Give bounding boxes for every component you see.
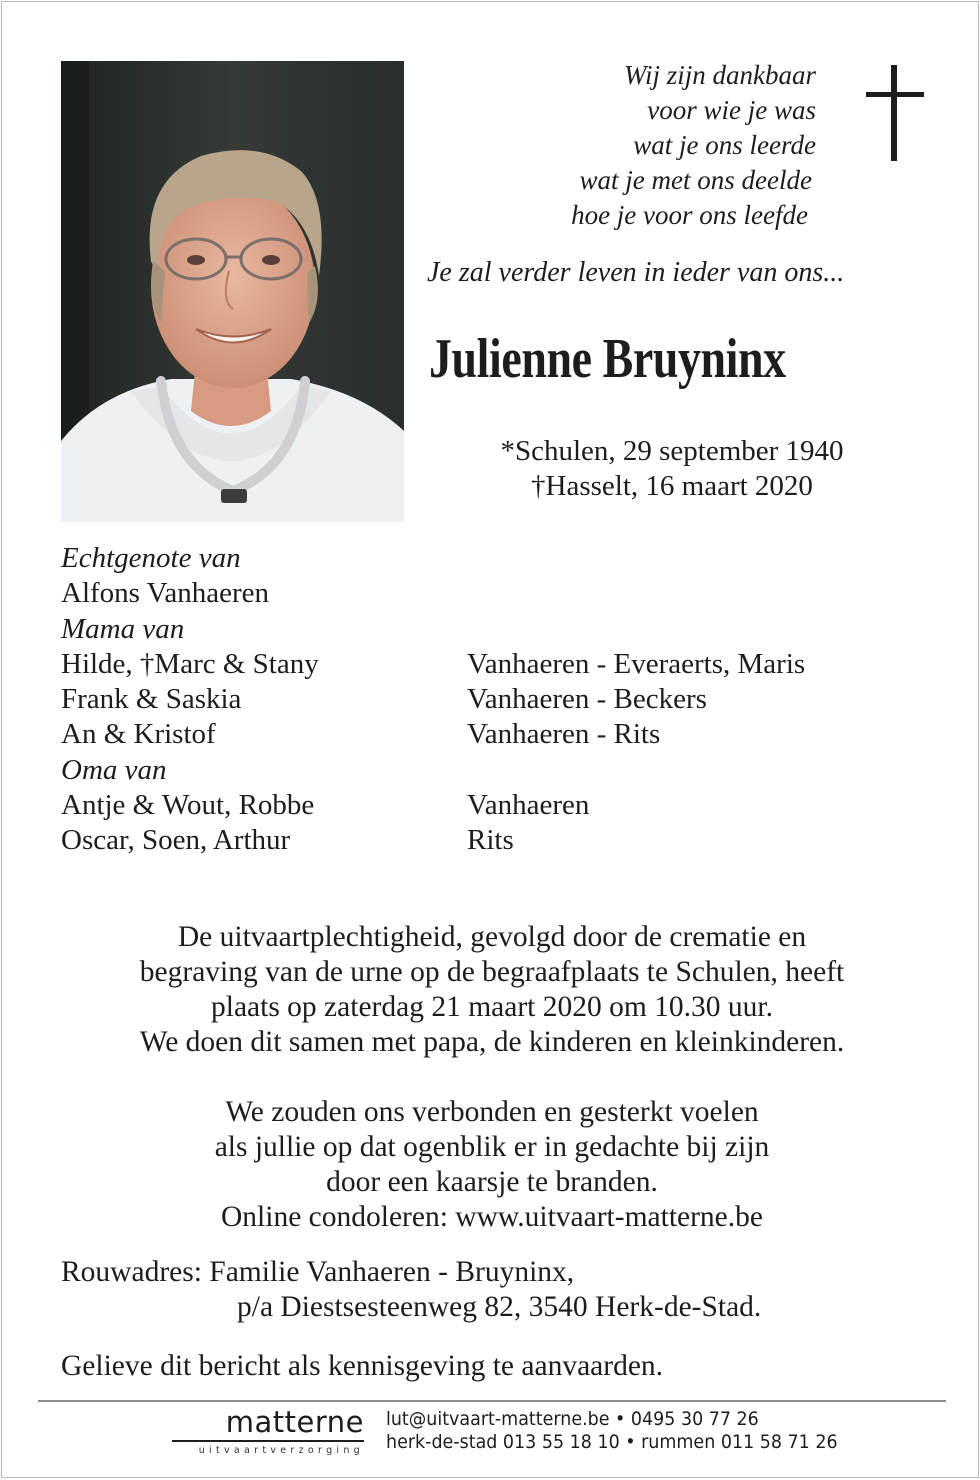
family-row-surnames: Vanhaeren - Everaerts, Maris (467, 647, 806, 680)
condolence-link[interactable]: Online condoleren: www.uitvaart-matterne.be (221, 1201, 763, 1233)
children-label: Mama van (61, 612, 185, 645)
spouse-name: Alfons Vanhaeren (61, 577, 270, 610)
family-row (61, 717, 661, 752)
family-row-names: An & Kristof (61, 718, 216, 751)
logo-tagline: uitvaartverzorging (198, 1444, 364, 1456)
contact-phones[interactable]: herk-de-stad 013 55 18 10 • rummen 011 58 71 26 (386, 1431, 838, 1453)
family-row-names: Oscar, Soen, Arthur (61, 824, 291, 857)
death-notice-card (1, 1, 979, 1478)
request-line: We zouden ons verbonden en gesterkt voelen (225, 1096, 759, 1128)
address-line-1: Rouwadres: Familie Vanhaeren - Bruyninx, (61, 1256, 575, 1288)
poem-line: wat je met ons deelde (579, 165, 812, 195)
logo-wordmark: matterne (225, 1405, 364, 1439)
request-paragraph (32, 1095, 952, 1235)
family-row (61, 682, 707, 717)
family-row-names: Antje & Wout, Robbe (61, 789, 315, 822)
portrait-photo (61, 61, 404, 522)
mourning-address (61, 1255, 761, 1325)
spouse-label: Echtgenote van (61, 542, 241, 574)
family-row (61, 823, 514, 858)
tagline: Je zal verder leven in ieder van ons... (427, 257, 845, 288)
ceremony-paragraph (32, 920, 952, 1060)
ceremony-line: De uitvaartplechtigheid, gevolgd door de crematie en (177, 921, 807, 953)
family-row-surnames: Vanhaeren - Rits (467, 718, 661, 751)
matterne-logo (172, 1405, 364, 1456)
family-row-surnames: Rits (467, 824, 514, 857)
deceased-name: Julienne Bruyninx (429, 328, 786, 390)
poem-line: hoe je voor ons leefde (571, 200, 808, 230)
address-line-2: p/a Diestsesteenweg 82, 3540 Herk-de-Stad. (237, 1291, 762, 1323)
family-row-names: Frank & Saskia (61, 683, 242, 716)
request-line: door een kaarsje te branden. (326, 1166, 658, 1198)
ceremony-line: plaats op zaterdag 21 maart 2020 om 10.30 uur. (211, 991, 773, 1023)
poem-line: voor wie je was (647, 95, 816, 125)
ceremony-line: We doen dit samen met papa, de kinderen en kleinkinderen. (139, 1026, 845, 1058)
poem-line: wat je ons leerde (633, 130, 816, 160)
grandchildren-label: Oma van (61, 753, 167, 786)
life-dates (442, 434, 902, 504)
family-row-surnames: Vanhaeren (467, 789, 590, 822)
family-row (61, 647, 806, 682)
ceremony-line: begraving van de urne op de begraafplaats te Schulen, heeft (139, 956, 845, 988)
contact-info (386, 1408, 838, 1454)
family-list (61, 541, 806, 859)
family-row (61, 788, 590, 823)
cross-icon (866, 65, 924, 161)
death-line: †Hasselt, 16 maart 2020 (531, 470, 813, 502)
notice-text: Gelieve dit bericht als kennisgeving te aanvaarden. (61, 1350, 664, 1382)
family-row-surnames: Vanhaeren - Beckers (467, 683, 707, 716)
contact-email-phone[interactable]: lut@uitvaart-matterne.be • 0495 30 77 26 (386, 1408, 759, 1430)
poem-line: Wij zijn dankbaar (623, 60, 816, 90)
birth-line: *Schulen, 29 september 1940 (500, 435, 844, 467)
logo-underline (172, 1440, 364, 1442)
family-row-names: Hilde, †Marc & Stany (61, 647, 319, 680)
footer-divider (38, 1400, 946, 1402)
poem (422, 58, 816, 233)
request-line: als jullie op dat ogenblik er in gedachte bij zijn (214, 1131, 770, 1163)
